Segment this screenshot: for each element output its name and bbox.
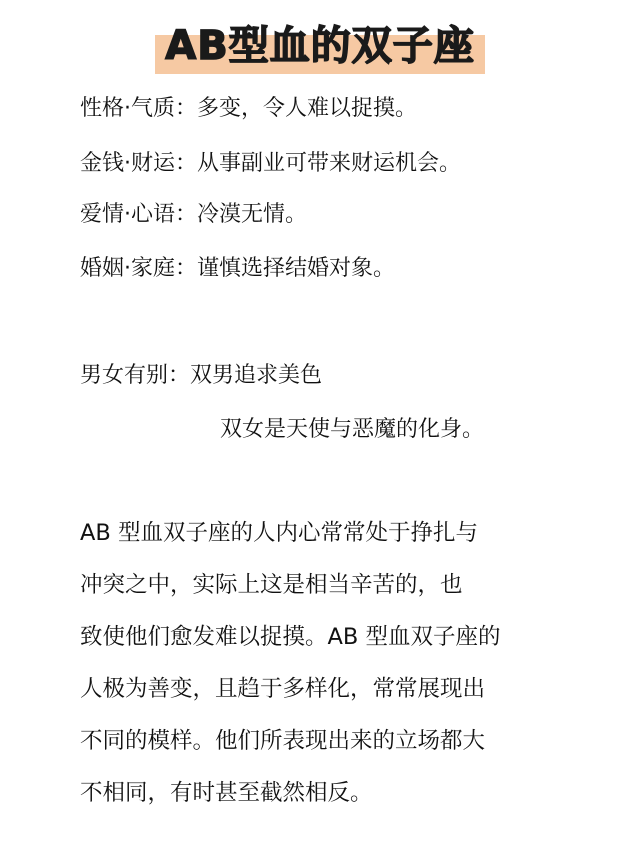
gender-male-text: 双男追求美色 xyxy=(190,363,323,388)
paragraph-line: 不相同，有时甚至截然相反。 xyxy=(80,780,373,806)
trait-label: 性格·气质： xyxy=(80,96,197,121)
gender-line-male xyxy=(80,361,322,391)
paragraph-line: 不同的模样。他们所表现出来的立场都大 xyxy=(80,728,486,754)
page-title: AB型血的双子座 xyxy=(155,18,484,74)
trait-line-money xyxy=(80,149,461,179)
trait-value: 冷漠无情。 xyxy=(197,202,308,227)
gender-female-text: 双女是天使与恶魔的化身。 xyxy=(220,417,485,442)
title-container xyxy=(0,18,640,74)
gender-label: 男女有别： xyxy=(80,363,191,388)
trait-line-personality xyxy=(80,94,417,124)
trait-value: 多变，令人难以捉摸。 xyxy=(197,96,418,121)
description-paragraph xyxy=(80,507,610,819)
paragraph-line: 致使他们愈发难以捉摸。AB 型血双子座的 xyxy=(80,624,501,650)
trait-label: 爱情·心语： xyxy=(80,202,197,227)
trait-label: 婚姻·家庭： xyxy=(80,256,197,281)
trait-line-marriage xyxy=(80,254,395,284)
trait-label: 金钱·财运： xyxy=(80,151,197,176)
paragraph-line: 人极为善变，且趋于多样化，常常展现出 xyxy=(80,676,486,702)
paragraph-line: 冲突之中，实际上这是相当辛苦的，也 xyxy=(80,572,463,598)
trait-value: 谨慎选择结婚对象。 xyxy=(197,256,396,281)
trait-line-love xyxy=(80,200,307,230)
trait-value: 从事副业可带来财运机会。 xyxy=(197,151,462,176)
paragraph-line: AB 型血双子座的人内心常常处于挣扎与 xyxy=(80,520,478,546)
gender-line-female xyxy=(220,415,484,445)
